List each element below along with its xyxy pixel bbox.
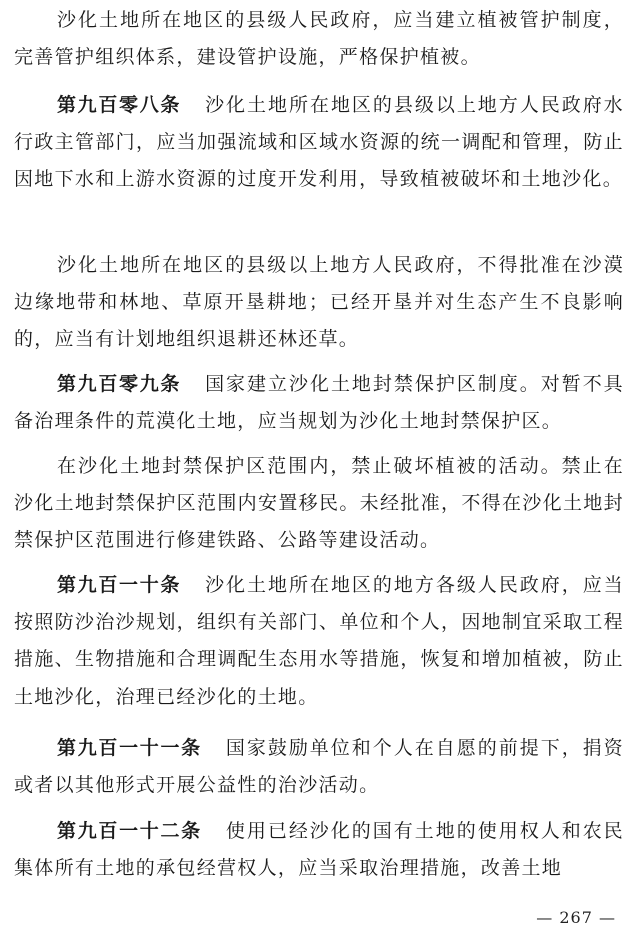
article-paragraph (14, 730, 624, 804)
article-heading: 第九百零八条 (57, 94, 182, 116)
paragraph (14, 2, 624, 76)
article-heading: 第九百一十条 (57, 574, 182, 596)
article-paragraph (14, 813, 624, 887)
paragraph-text: 沙化土地所在地区的县级以上地方人民政府水行政主管部门，应当加强流域和区域水资源的统一调配和管理，防止因地下水和上游水资源的过度开发利用，导致植被破坏和土地沙化。 (14, 94, 624, 191)
article-paragraph (14, 366, 624, 440)
article-paragraph (14, 567, 624, 716)
paragraph-text: 国家建立沙化土地封禁保护区制度。对暂不具备治理条件的荒漠化土地，应当规划为沙化土地封禁保护区。 (14, 373, 624, 433)
paragraph (14, 448, 624, 560)
paragraph-text: 使用已经沙化的国有土地的使用权人和农民集体所有土地的承包经营权人，应当采取治理措施，改善土地 (14, 820, 624, 880)
article-heading: 第九百一十二条 (57, 820, 202, 842)
paragraph-text: 沙化土地所在地区的地方各级人民政府，应当按照防沙治沙规划，组织有关部门、单位和个人，因地制宜采取工程措施、生物措施和合理调配生态用水等措施，恢复和增加植被，防止土地沙化，治理已经沙化的土地。 (14, 574, 624, 708)
paragraph-text: 沙化土地所在地区的县级以上地方人民政府，不得批准在沙漠边缘地带和林地、草原开垦耕地；已经开垦并对生态产生不良影响的，应当有计划地组织退耕还林还草。 (14, 254, 624, 351)
article-heading: 第九百一十一条 (57, 737, 202, 759)
article-heading: 第九百零九条 (57, 373, 182, 395)
paragraph-text: 沙化土地所在地区的县级人民政府，应当建立植被管护制度，完善管护组织体系，建设管护设施，严格保护植被。 (14, 9, 624, 69)
paragraph (14, 247, 624, 359)
page-number: — 267 — (536, 908, 616, 927)
article-paragraph (14, 87, 624, 199)
paragraph-text: 国家鼓励单位和个人在自愿的前提下，捐资或者以其他形式开展公益性的治沙活动。 (14, 737, 624, 797)
paragraph-text: 在沙化土地封禁保护区范围内，禁止破坏植被的活动。禁止在沙化土地封禁保护区范围内安置移民。未经批准，不得在沙化土地封禁保护区范围进行修建铁路、公路等建设活动。 (14, 455, 624, 552)
